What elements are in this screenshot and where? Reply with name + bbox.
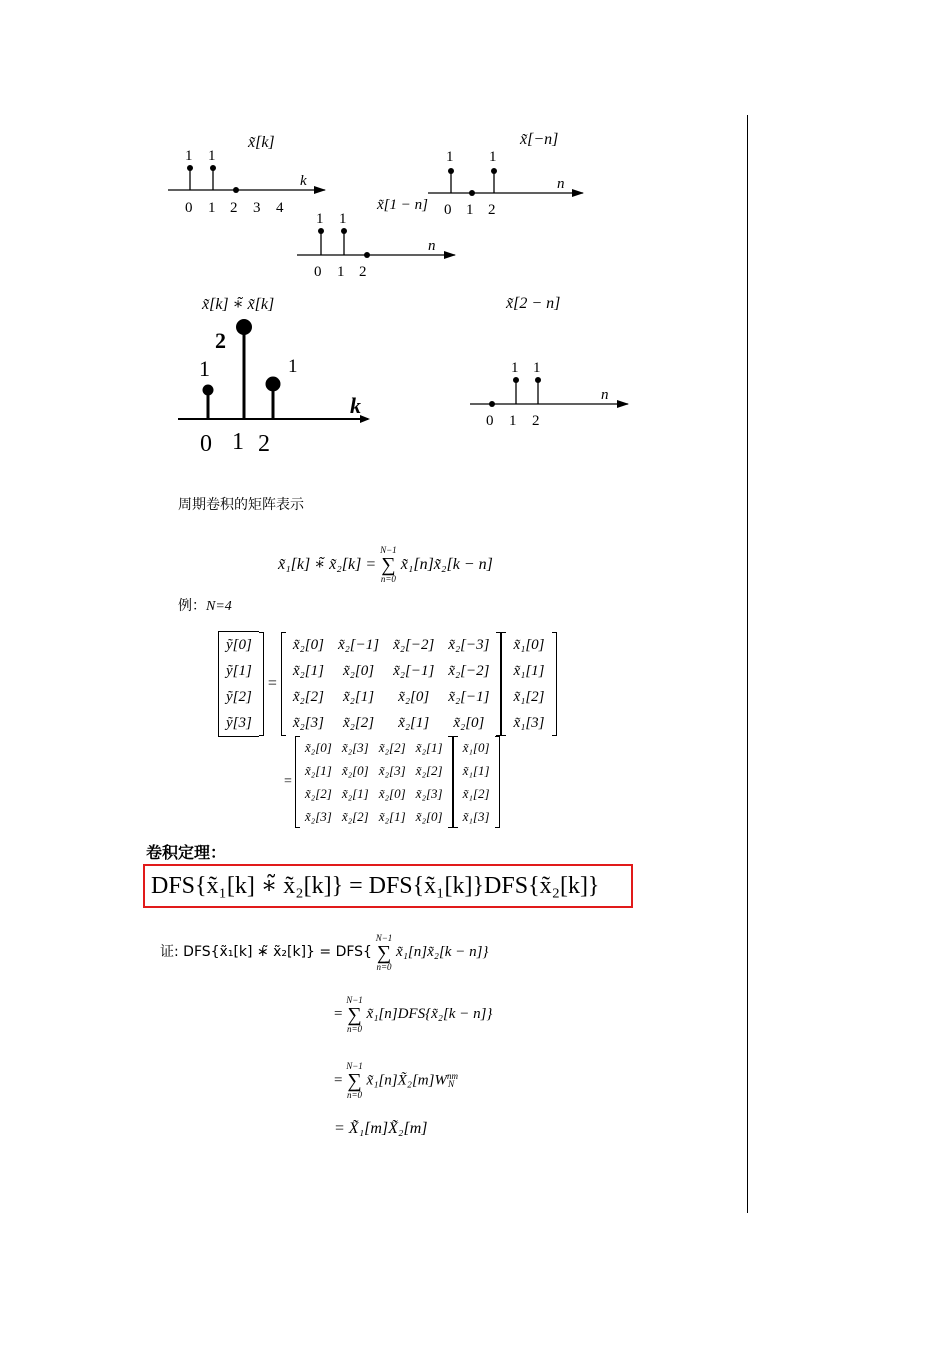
- matrix-entry: x̃₂[−1]: [337, 637, 380, 653]
- plot4-tick: 1: [232, 429, 244, 455]
- plot5-title: x̃[2 − n]: [506, 295, 561, 312]
- matrix-entry: x̃₂[−3]: [448, 637, 490, 653]
- plot2-zero-dot: [469, 190, 475, 196]
- plot-x-minus-n: [376, 131, 583, 218]
- matrix-entry: x̃₂[3]: [378, 763, 406, 778]
- plot5-zero-dot: [489, 401, 495, 407]
- plot2-axis-label: n: [557, 176, 565, 192]
- plot5-tick: 2: [532, 413, 540, 429]
- matrix-entry: x̃₂[0]: [342, 663, 375, 679]
- proof-line-4: = X̃₁[m]X̃₂[m]: [334, 1120, 428, 1137]
- plot1-stem-label: 1: [185, 148, 193, 164]
- plot-x-k: [168, 134, 325, 216]
- plot5-tick: 1: [509, 413, 517, 429]
- matrix-entry: x̃₂[3]: [292, 715, 324, 731]
- x1-vector-entry: x̃₁[2]: [513, 689, 545, 705]
- plot4-tick: 2: [258, 431, 270, 457]
- x1-vector: [506, 632, 551, 736]
- theorem-heading: 卷积定理：: [146, 843, 227, 862]
- plot1-axis-label: k: [300, 173, 307, 189]
- twiddle-exponent: nm: [446, 1071, 458, 1081]
- matrix-equation-2: [284, 736, 500, 828]
- matrix-equation-1: [218, 631, 557, 737]
- plot3-axis-label: n: [428, 238, 436, 254]
- matrix-entry: x̃₂[1]: [342, 689, 375, 705]
- equals-sign: =: [284, 774, 292, 789]
- plot4-tick: 0: [200, 431, 212, 457]
- plot1-tick: 2: [230, 200, 238, 216]
- plot4-stem-dot: [266, 377, 281, 392]
- equals-sign: =: [267, 675, 277, 692]
- plot1-tick: 4: [276, 200, 284, 216]
- plot3-stem-label: 1: [316, 211, 324, 227]
- plot4-stem-dot: [236, 319, 252, 335]
- sum-lower-limit: n=0: [376, 961, 392, 972]
- convolution-theorem: DFS{x̃₁[k] ∗̃ x̃₂[k]} = DFS{x̃₁[k]}DFS{x̃₂[k]}: [151, 873, 600, 899]
- y-vector-entry: ỹ[1]: [226, 663, 252, 679]
- x1-vector-entry: x̃₁[0]: [462, 740, 490, 755]
- matrix-entry: x̃₂[1]: [398, 715, 430, 731]
- matrix-entry: x̃₂[−1]: [448, 689, 490, 705]
- matrix-entry: x̃₂[2]: [378, 740, 406, 755]
- x1-vector: [458, 736, 495, 828]
- proof-line2-text: x̃₁[n]DFS{x̃₂[k − n]}: [366, 1006, 493, 1022]
- plot2-stem-label: 1: [489, 149, 497, 165]
- circulant-matrix-wrapped: [300, 736, 448, 828]
- twiddle-subscript: N: [447, 1079, 455, 1090]
- summation-operator: [376, 934, 393, 972]
- plot4-stem-label: 2: [215, 328, 226, 353]
- y-vector-entry: ỹ[0]: [226, 637, 252, 653]
- plot2-side-label: x̃[1 − n]: [377, 197, 428, 213]
- matrix-entry: x̃₂[−1]: [393, 663, 435, 679]
- plot4-stem-label: 1: [199, 356, 210, 381]
- sum-upper-limit: N−1: [346, 994, 363, 1005]
- circulant-matrix: [286, 632, 497, 736]
- plot2-title: x̃[−n]: [520, 131, 559, 148]
- plot2-tick: 0: [444, 202, 452, 218]
- sum-lower-limit: n=0: [346, 1023, 363, 1034]
- y-vector-entry: ỹ[2]: [226, 689, 252, 705]
- sigma-symbol: ∑: [376, 941, 392, 964]
- matrix-entry: x̃₂[1]: [415, 740, 443, 755]
- matrix-entry: x̃₂[0]: [341, 763, 369, 778]
- matrix-entry: x̃₂[−2]: [393, 637, 435, 653]
- formula1-rhs: x̃₁[n]x̃₂[k − n]: [400, 556, 493, 573]
- matrix-entry: x̃₂[1]: [304, 763, 332, 778]
- matrix-entry: x̃₂[2]: [341, 809, 369, 824]
- plot1-tick: 1: [208, 200, 216, 216]
- matrix-entry: x̃₂[3]: [304, 809, 332, 824]
- plot1-tick: 3: [253, 200, 261, 216]
- sigma-symbol: ∑: [381, 554, 396, 577]
- plot1-tick: 0: [185, 200, 193, 216]
- plot4-title: x̃[k] ∗̃ x̃[k]: [202, 296, 275, 313]
- matrix-entry: x̃₂[0]: [292, 637, 324, 653]
- plot1-stem-dot: [187, 165, 193, 171]
- plot5-stem-dot: [535, 377, 541, 383]
- section-heading: 周期卷积的矩阵表示: [178, 497, 304, 513]
- matrix-entry: x̃₂[3]: [341, 740, 369, 755]
- matrix-entry: x̃₂[1]: [341, 786, 369, 801]
- sigma-symbol: ∑: [347, 1003, 362, 1026]
- plot4-stem-label: 1: [288, 356, 298, 377]
- y-vector: [218, 631, 259, 737]
- plot2-stem-dot: [448, 168, 454, 174]
- plot1-title: x̃[k]: [248, 134, 275, 151]
- matrix-entry: x̃₂[1]: [292, 663, 324, 679]
- matrix-entry: x̃₂[0]: [304, 740, 332, 755]
- stem-plots: [0, 0, 952, 470]
- matrix-entry: x̃₂[2]: [304, 786, 332, 801]
- x1-vector-entry: x̃₁[1]: [513, 663, 545, 679]
- x1-vector-entry: x̃₁[2]: [462, 786, 490, 801]
- summation-operator: [346, 1062, 363, 1100]
- plot-x-1-minus-n: [297, 211, 455, 280]
- sum-upper-limit: N−1: [380, 545, 397, 556]
- sum-lower-limit: n=0: [346, 1089, 363, 1100]
- x1-vector-entry: x̃₁[3]: [513, 715, 545, 731]
- plot3-zero-dot: [364, 252, 370, 258]
- proof-line-1: [160, 928, 488, 976]
- matrix-entry: x̃₂[0]: [378, 786, 406, 801]
- plot2-tick: 2: [488, 202, 496, 218]
- matrix-entry: x̃₂[3]: [415, 786, 443, 801]
- plot5-tick: 0: [486, 413, 494, 429]
- plot2-tick: 1: [466, 202, 474, 218]
- plot5-stem-label: 1: [533, 360, 541, 376]
- matrix-entry: x̃₂[0]: [453, 715, 485, 731]
- sum-upper-limit: N−1: [346, 1060, 363, 1071]
- matrix-entry: x̃₂[1]: [378, 809, 406, 824]
- proof-line-2: [334, 990, 492, 1038]
- plot3-tick: 2: [359, 264, 367, 280]
- plot2-stem-label: 1: [446, 149, 454, 165]
- plot5-stem-label: 1: [511, 360, 519, 376]
- plot5-axis-label: n: [601, 387, 609, 403]
- plot3-tick: 1: [337, 264, 345, 280]
- equals-sign: =: [334, 1006, 343, 1022]
- plot1-stem-dot: [210, 165, 216, 171]
- plot2-stem-dot: [491, 168, 497, 174]
- example-value: N=4: [206, 599, 232, 614]
- proof-line3-text: x̃₁[n]X̃₂[m]W: [366, 1072, 447, 1089]
- example-prefix: 例：: [178, 598, 206, 614]
- equals-sign: =: [334, 1072, 343, 1089]
- plot5-stem-dot: [513, 377, 519, 383]
- proof-line-3: [334, 1052, 458, 1109]
- x1-vector-entry: x̃₁[1]: [462, 763, 490, 778]
- plot4-axis-label: k: [350, 393, 361, 418]
- plot3-stem-label: 1: [339, 211, 347, 227]
- plot3-stem-dot: [341, 228, 347, 234]
- x1-vector-entry: x̃₁[3]: [462, 809, 490, 824]
- summation-operator: [346, 996, 363, 1034]
- proof-line1-suffix: x̃₁[n]x̃₂[k − n]}: [396, 944, 489, 960]
- plot-circular-convolution: [178, 296, 370, 457]
- x1-vector-entry: x̃₁[0]: [513, 637, 545, 653]
- y-vector-entry: ỹ[3]: [226, 715, 252, 731]
- plot3-stem-dot: [318, 228, 324, 234]
- proof-line1-prefix: 证: DFS{x̃₁[k] ∗̃ x̃₂[k]} = DFS{: [160, 944, 372, 960]
- plot1-stem-label: 1: [208, 148, 216, 164]
- matrix-entry: x̃₂[0]: [415, 809, 443, 824]
- matrix-entry: x̃₂[−2]: [448, 663, 490, 679]
- plot1-zero-dot: [233, 187, 239, 193]
- plot4-stem-dot: [203, 385, 214, 396]
- sigma-symbol: ∑: [347, 1069, 362, 1092]
- sum-lower-limit: n=0: [380, 574, 396, 585]
- example-line: [178, 595, 232, 615]
- matrix-entry: x̃₂[2]: [415, 763, 443, 778]
- plot3-tick: 0: [314, 264, 322, 280]
- plot-x-2-minus-n: [470, 295, 628, 429]
- matrix-entry: x̃₂[0]: [398, 689, 430, 705]
- sum-upper-limit: N−1: [375, 932, 393, 943]
- matrix-entry: x̃₂[2]: [342, 715, 375, 731]
- summation-operator: [380, 546, 397, 584]
- formula1-lhs: x̃₁[k] ∗̃ x̃₂[k] =: [278, 556, 377, 573]
- matrix-entry: x̃₂[2]: [292, 689, 324, 705]
- circular-convolution-formula: [278, 542, 493, 588]
